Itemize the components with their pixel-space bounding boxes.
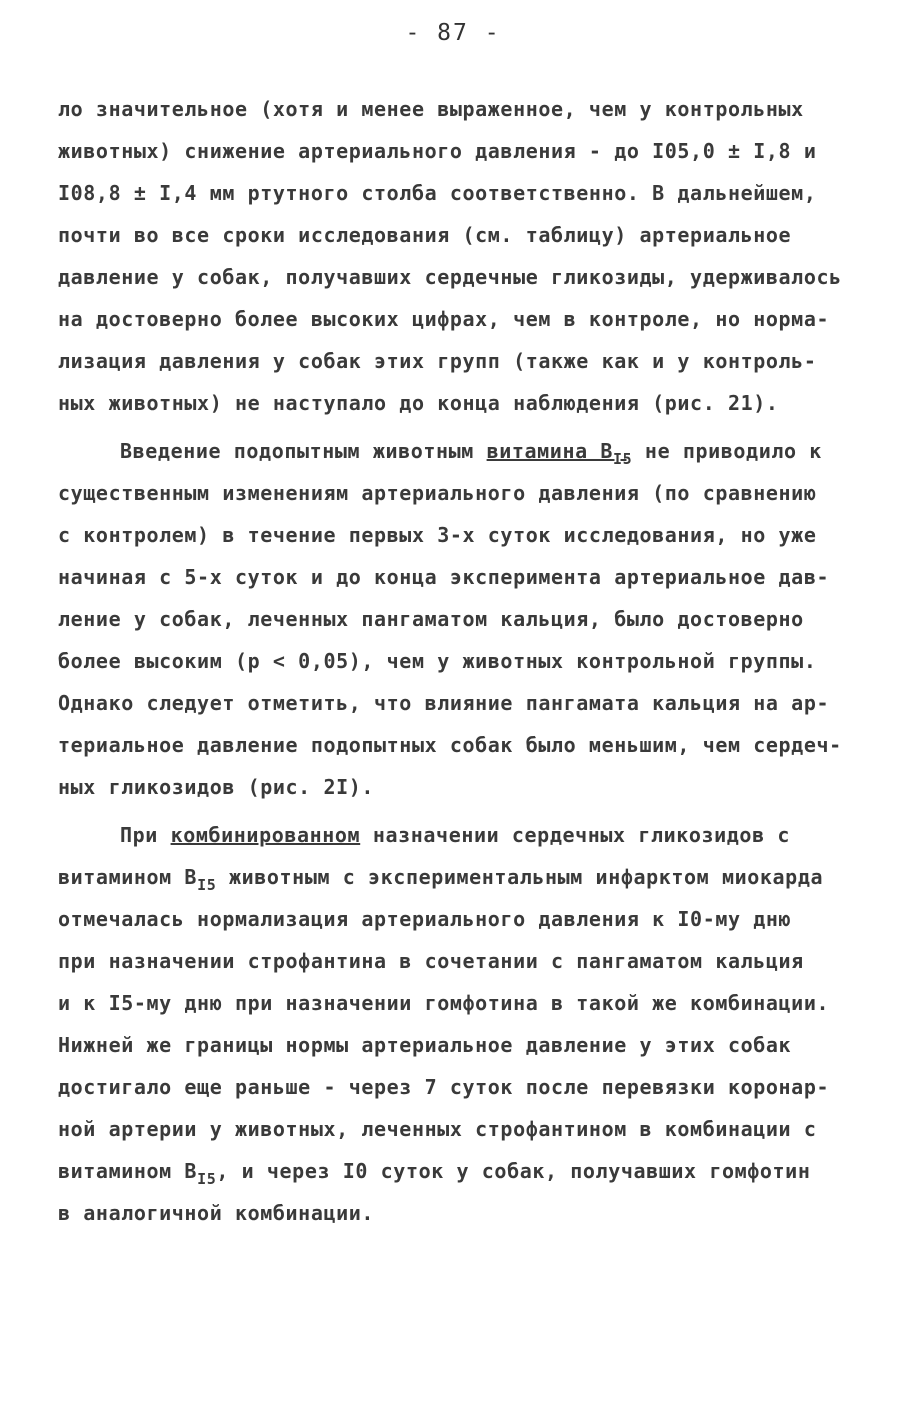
text-line: с контролем) в течение первых 3-х суток исследования, но уже xyxy=(58,523,817,547)
text-line: при назначении строфантина в сочетании с пангаматом кальция xyxy=(58,949,804,973)
underlined-text: комбинированном xyxy=(170,823,361,847)
text-line: ной артерии у животных, леченных строфантином в комбинации с xyxy=(58,1117,817,1141)
text-line: I08,8 ± I,4 мм ртутного столба соответственно. В дальнейшем, xyxy=(58,181,817,205)
text-line: животных) снижение артериального давления - до I05,0 ± I,8 и xyxy=(58,139,817,163)
underlined-text xyxy=(486,439,633,468)
text-segment: не приводило к xyxy=(632,439,822,463)
text-line: в аналогичной комбинации. xyxy=(58,1201,375,1225)
text-line xyxy=(58,1150,810,1192)
text-line: и к I5-му дню при назначении гомфотина в такой же комбинации. xyxy=(58,991,830,1015)
text-segment: , и через I0 суток у собак, получавших гомфотин xyxy=(216,1159,811,1183)
text-segment: витамином B xyxy=(58,865,198,889)
text-line: начиная с 5-х суток и до конца эксперимента артериальное дав- xyxy=(58,565,830,589)
text-line: лизация давления у собак этих групп (также как и у контроль- xyxy=(58,349,817,373)
text-line: более высоким (р < 0,05), чем у животных контрольной группы. xyxy=(58,649,817,673)
text-line: существенным изменениям артериального давления (по сравнению xyxy=(58,481,817,505)
text-line: давление у собак, получавших сердечные гликозиды, удерживалось xyxy=(58,265,842,289)
text-segment: При xyxy=(120,823,171,847)
text-line xyxy=(58,856,823,898)
text-line: ло значительное (хотя и менее выраженное, чем у контрольных xyxy=(58,97,804,121)
text-line: почти во все сроки исследования (см. таблицу) артериальное xyxy=(58,223,792,247)
text-line: териальное давление подопытных собак было меньшим, чем сердеч- xyxy=(58,733,842,757)
subscript: I5 xyxy=(197,1170,217,1188)
text-segment: назначении сердечных гликозидов с xyxy=(360,823,790,847)
subscript: I5 xyxy=(197,876,217,894)
text-segment: витамина B xyxy=(486,439,614,463)
text-segment: животным с экспериментальным инфарктом миокарда xyxy=(216,865,824,889)
page-number: - 87 - xyxy=(405,20,501,46)
text-line: ных животных) не наступало до конца наблюдения (рис. 21). xyxy=(58,391,779,415)
text-segment: витамином B xyxy=(58,1159,198,1183)
text-line: отмечалась нормализация артериального давления к I0-му дню xyxy=(58,907,792,931)
text-line: на достоверно более высоких цифрах, чем в контроле, но норма- xyxy=(58,307,830,331)
paragraph-start-line xyxy=(120,814,790,856)
text-line: Однако следует отметить, что влияние пангамата кальция на ар- xyxy=(58,691,830,715)
text-segment: Введение подопытным животным xyxy=(120,439,487,463)
paragraph-start-line xyxy=(120,430,822,472)
text-line: ных гликозидов (рис. 2I). xyxy=(58,775,375,799)
text-line: Нижней же границы нормы артериальное давление у этих собак xyxy=(58,1033,792,1057)
subscript: I5 xyxy=(613,450,633,468)
text-line: ление у собак, леченных пангаматом кальция, было достоверно xyxy=(58,607,804,631)
text-line: достигало еще раньше - через 7 суток после перевязки коронар- xyxy=(58,1075,830,1099)
